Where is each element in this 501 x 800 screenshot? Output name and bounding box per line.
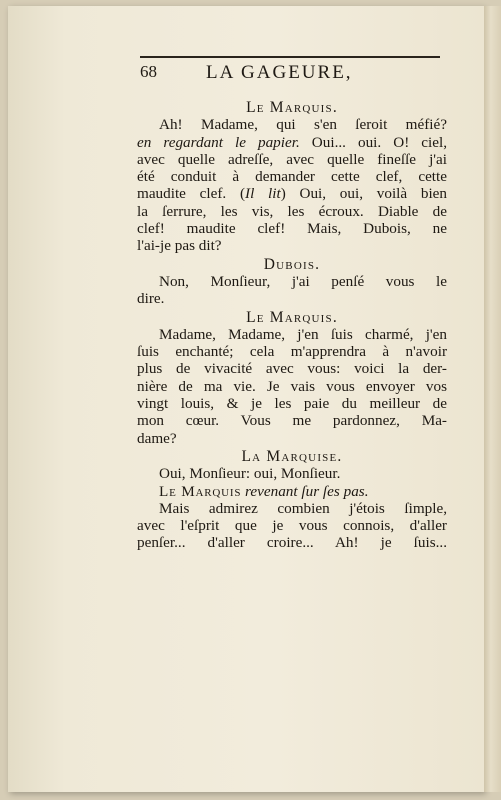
line-text: Oui... oui. O! ciel, (299, 133, 447, 151)
line-text: penſer... d'aller croire... Ah! je ſuis... (137, 534, 447, 552)
text-line (137, 360, 447, 377)
line-text: ſuis enchanté; cela m'apprendra à n'avoir (137, 343, 447, 361)
line-text: avec quelle adreſſe, avec quelle fineſſe j'ai (137, 150, 447, 168)
page-number: 68 (140, 62, 157, 81)
header-rule (140, 56, 440, 58)
page-header (140, 62, 440, 86)
text-line (137, 185, 447, 202)
text-line (137, 203, 447, 220)
speaker-name: La Marquise. (241, 447, 343, 465)
text-line (137, 378, 447, 395)
line-text: été conduit à demander cette clef, cette (137, 168, 447, 186)
speaker-name: Dubois. (263, 255, 321, 273)
text-line (137, 500, 447, 517)
stage-direction: en regardant le papier. (137, 133, 300, 151)
speaker-name: Le Marquis. (246, 308, 338, 326)
text-line (137, 134, 447, 151)
line-text: Non, Monſieur, j'ai penſé vous le (159, 272, 447, 290)
stage-direction: revenant ſur ſes pas. (241, 482, 369, 500)
text-line (137, 273, 447, 290)
line-text: l'ai-je pas dit? (137, 237, 222, 255)
speaker-name: Le Marquis. (246, 99, 338, 116)
page-body (137, 98, 447, 552)
text-line (137, 465, 447, 482)
text-line (137, 430, 447, 447)
line-text: la ſerrure, les vis, les écroux. Diable de (137, 202, 447, 220)
line-text: maudite clef. ( (137, 185, 246, 203)
line-text: dire. (137, 290, 165, 308)
line-text: Oui, Monſieur: oui, Monſieur. (159, 465, 341, 483)
line-text: nière de ma vie. Je vais vous envoyer vos (137, 377, 447, 395)
text-line (137, 412, 447, 429)
text-line (137, 290, 447, 307)
line-text: avec l'eſprit que je vous connois, d'aller (137, 517, 447, 535)
text-line (137, 168, 447, 185)
text-line (137, 343, 447, 360)
line-text: Mais admirez combien j'étois ſimple, (159, 499, 447, 517)
text-line (137, 395, 447, 412)
text-line (137, 237, 447, 254)
line-text: ) Oui, oui, voilà bien (280, 185, 448, 203)
running-head: LA GAGEURE, (206, 62, 353, 83)
text-line (137, 534, 447, 551)
text-line (137, 151, 447, 168)
line-text: mon cœur. Vous me pardonnez, Ma- (137, 412, 447, 430)
line-text: vingt louis, & je les paie du meilleur de (137, 395, 447, 413)
text-line (137, 483, 447, 500)
inline-speaker: Le Marquis (159, 482, 242, 500)
text-line (137, 517, 447, 534)
line-text: Madame, Madame, j'en ſuis charmé, j'en (159, 325, 447, 343)
text-line (137, 326, 447, 343)
text-line (137, 220, 447, 237)
line-text: clef! maudite clef! Mais, Dubois, ne (137, 220, 447, 238)
line-text: plus de vivacité avec vous: voici la der- (137, 360, 447, 378)
text-line (137, 116, 447, 133)
stage-direction: Il lit (245, 185, 281, 203)
page-edge (484, 6, 501, 792)
line-text: Ah! Madame, qui s'en ſeroit méfié? (159, 116, 447, 134)
line-text: dame? (137, 429, 177, 447)
